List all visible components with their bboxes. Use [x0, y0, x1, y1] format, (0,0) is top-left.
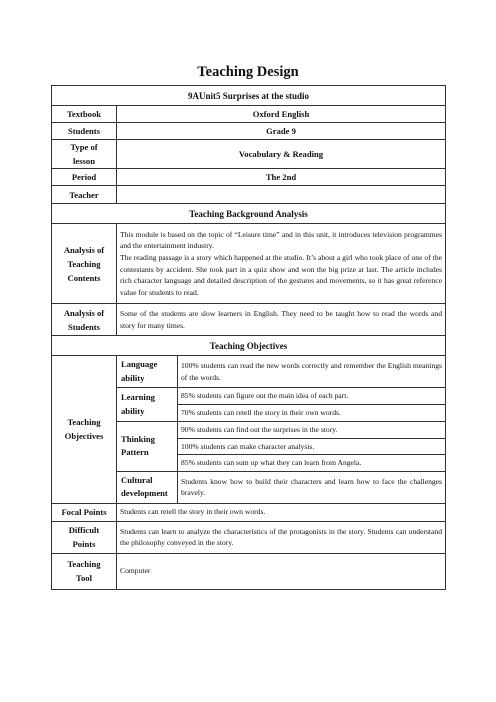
thinking-objective-2: 100% students can make character analysis.	[178, 438, 446, 455]
teacher-value	[117, 186, 446, 204]
teaching-tool-label: Teaching Tool	[52, 553, 117, 589]
thinking-objective-3: 85% students can sum up what they can learn from Angela.	[178, 455, 446, 472]
teaching-objectives-label: Teaching Objectives	[52, 356, 117, 504]
teaching-tool-text: Computer	[117, 553, 446, 589]
teaching-contents-label: Analysis of Teaching Contents	[52, 224, 117, 304]
learning-ability-label: Learning ability	[117, 388, 178, 422]
background-heading: Teaching Background Analysis	[52, 204, 446, 224]
language-objective-1: 100% students can read the new words correctly and remember the English meanings of the words.	[178, 356, 446, 388]
learning-objective-1: 85% students can figure out the main idea of each part.	[178, 388, 446, 405]
textbook-value: Oxford English	[117, 106, 446, 123]
students-value: Grade 9	[117, 123, 446, 140]
unit-title: 9AUnit5 Surprises at the studio	[52, 86, 446, 106]
difficult-points-text: Students can learn to analyze the characteristics of the protagonists in the story. Students can understand the philosophy conveyed in the story.	[117, 521, 446, 553]
thinking-pattern-label: Thinking Pattern	[117, 422, 178, 472]
focal-points-label: Focal Points	[52, 503, 117, 521]
teaching-contents-paragraph-2: The reading passage is a story which happened at the studio. It’s about a girl who took place of one of the contestants by accident. She took part in a quiz show and won the big prize at last. The article includes rich character language and detailed description of the gestures and movements, so it has great reference value for students to read.	[120, 252, 442, 297]
teaching-contents-text	[117, 224, 446, 304]
students-analysis-text: Some of the students are slow learners in English. They need to be taught how to read the words and story for many times.	[117, 304, 446, 336]
thinking-objective-1: 90% students can find out the surprises in the story.	[178, 422, 446, 439]
type-of-lesson-value: Vocabulary & Reading	[117, 140, 446, 169]
cultural-development-label: Cultural development	[117, 471, 178, 503]
textbook-label: Textbook	[52, 106, 117, 123]
focal-points-text: Students can retell the story in their own words.	[117, 503, 446, 521]
period-value: The 2nd	[117, 169, 446, 186]
students-label: Students	[52, 123, 117, 140]
teaching-contents-paragraph-1: This module is based on the topic of “Leisure time” and in this unit, it introduces television programmes and the entertainment industry.	[120, 229, 442, 251]
learning-objective-2: 70% students can retell the story in their own words.	[178, 405, 446, 422]
type-of-lesson-label: Type of lesson	[52, 140, 117, 169]
teaching-design-table	[51, 85, 446, 590]
objectives-heading: Teaching Objectives	[52, 336, 446, 356]
language-ability-label: Language ability	[117, 356, 178, 388]
students-analysis-label: Analysis of Students	[52, 304, 117, 336]
cultural-objective-1: Students know how to build their characters and learn how to face the challenges bravely.	[178, 471, 446, 503]
teacher-label: Teacher	[52, 186, 117, 204]
period-label: Period	[52, 169, 117, 186]
difficult-points-label: Difficult Points	[52, 521, 117, 553]
page-title: Teaching Design	[197, 64, 299, 80]
